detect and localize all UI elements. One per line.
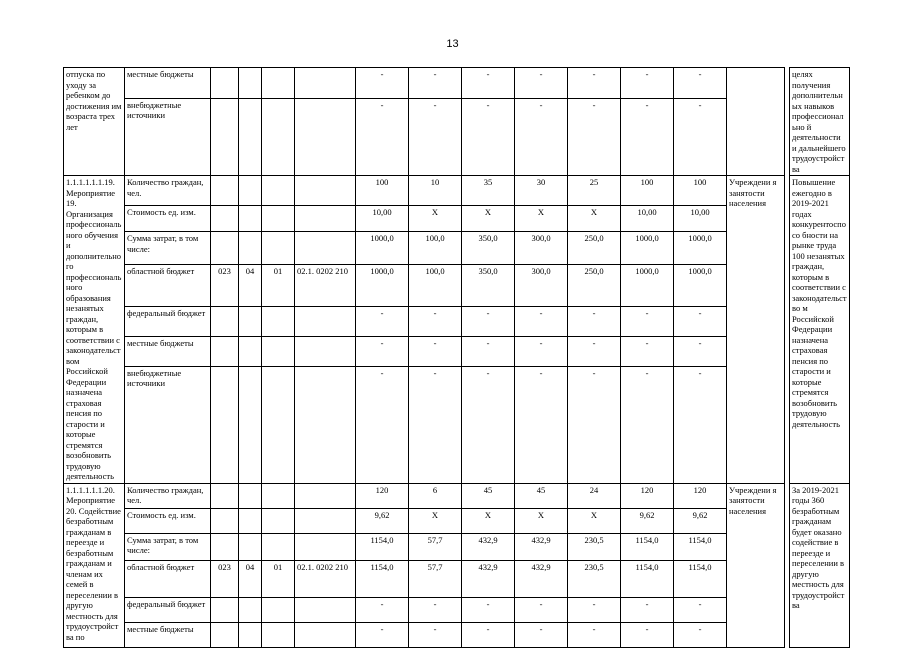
value-cell: -: [409, 597, 462, 622]
value-cell: -: [621, 336, 674, 366]
value-cell: -: [356, 597, 409, 622]
value-cell: 1154,0: [356, 533, 409, 560]
value-cell: -: [462, 68, 515, 99]
value-cell: 25: [568, 176, 621, 206]
budget-code-cell: [239, 622, 262, 647]
budget-code-cell: [262, 483, 295, 508]
budget-code-cell: [211, 306, 239, 336]
budget-code-cell: 04: [239, 560, 262, 597]
budget-code-cell: [295, 533, 356, 560]
indicator-label-cell: Количество граждан, чел.: [125, 483, 211, 508]
budget-code-cell: [239, 336, 262, 366]
budget-code-cell: 023: [211, 264, 239, 306]
value-cell: 1154,0: [356, 560, 409, 597]
budget-code-cell: [239, 533, 262, 560]
budget-code-cell: [211, 622, 239, 647]
value-cell: 100,0: [409, 232, 462, 264]
value-cell: -: [674, 366, 727, 483]
budget-code-cell: [262, 533, 295, 560]
value-cell: Х: [409, 206, 462, 232]
value-cell: -: [409, 68, 462, 99]
result-cell: целях получения дополнительных навыков профессионально й деятельности и дальнейшего трудоустройства: [790, 68, 850, 176]
value-cell: -: [515, 98, 568, 175]
indicator-label-cell: Количество граждан, чел.: [125, 176, 211, 206]
value-cell: 300,0: [515, 264, 568, 306]
value-cell: 100: [674, 176, 727, 206]
budget-code-cell: [295, 622, 356, 647]
budget-code-cell: [295, 597, 356, 622]
value-cell: Х: [462, 508, 515, 533]
result-cell: За 2019-2021 годы 360 безработным гражданам будет оказано содействие в переезде и переселении в другую местность для трудоустройства: [790, 483, 850, 647]
value-cell: -: [462, 336, 515, 366]
budget-code-cell: [262, 508, 295, 533]
budget-code-cell: [295, 176, 356, 206]
value-cell: -: [462, 597, 515, 622]
value-cell: 432,9: [462, 533, 515, 560]
budget-code-cell: 023: [211, 560, 239, 597]
budget-code-cell: [295, 483, 356, 508]
value-cell: 250,0: [568, 264, 621, 306]
budget-code-cell: [211, 508, 239, 533]
budget-code-cell: [295, 366, 356, 483]
value-cell: 57,7: [409, 560, 462, 597]
budget-code-cell: [295, 68, 356, 99]
value-cell: 120: [621, 483, 674, 508]
value-cell: -: [409, 622, 462, 647]
value-cell: 1000,0: [621, 264, 674, 306]
budget-code-cell: 02.1. 0202 210: [295, 560, 356, 597]
value-cell: 10,00: [621, 206, 674, 232]
table-row: [64, 68, 850, 99]
indicator-label-cell: местные бюджеты: [125, 336, 211, 366]
value-cell: 120: [674, 483, 727, 508]
budget-code-cell: [262, 232, 295, 264]
value-cell: Х: [568, 508, 621, 533]
table-row: [64, 176, 850, 206]
value-cell: -: [515, 597, 568, 622]
value-cell: -: [568, 366, 621, 483]
budget-code-cell: [211, 206, 239, 232]
value-cell: -: [515, 306, 568, 336]
value-cell: -: [568, 597, 621, 622]
value-cell: -: [621, 306, 674, 336]
table-row: [64, 483, 850, 508]
value-cell: -: [356, 366, 409, 483]
budget-code-cell: [211, 98, 239, 175]
value-cell: 120: [356, 483, 409, 508]
indicator-label-cell: местные бюджеты: [125, 622, 211, 647]
value-cell: -: [462, 98, 515, 175]
value-cell: -: [568, 306, 621, 336]
budget-code-cell: [211, 68, 239, 99]
budget-code-cell: [262, 206, 295, 232]
value-cell: -: [621, 366, 674, 483]
budget-code-cell: [295, 206, 356, 232]
value-cell: 432,9: [515, 560, 568, 597]
budget-code-cell: [211, 336, 239, 366]
value-cell: -: [568, 622, 621, 647]
value-cell: 45: [515, 483, 568, 508]
value-cell: 24: [568, 483, 621, 508]
value-cell: -: [409, 336, 462, 366]
value-cell: -: [621, 622, 674, 647]
indicator-label-cell: внебюджетные источники: [125, 98, 211, 175]
value-cell: -: [674, 622, 727, 647]
indicator-label-cell: местные бюджеты: [125, 68, 211, 99]
value-cell: -: [356, 336, 409, 366]
budget-code-cell: [239, 366, 262, 483]
indicator-label-cell: внебюджетные источники: [125, 366, 211, 483]
value-cell: 100,0: [409, 264, 462, 306]
value-cell: 1154,0: [621, 533, 674, 560]
budget-code-cell: [211, 533, 239, 560]
value-cell: 35: [462, 176, 515, 206]
budget-code-cell: [295, 336, 356, 366]
value-cell: -: [621, 597, 674, 622]
budget-code-cell: [262, 622, 295, 647]
budget-code-cell: [239, 597, 262, 622]
value-cell: 432,9: [462, 560, 515, 597]
value-cell: 9,62: [356, 508, 409, 533]
value-cell: -: [409, 98, 462, 175]
budget-code-cell: 01: [262, 264, 295, 306]
budget-code-cell: [262, 306, 295, 336]
value-cell: 350,0: [462, 264, 515, 306]
value-cell: 100: [356, 176, 409, 206]
value-cell: 230,5: [568, 533, 621, 560]
budget-code-cell: [211, 597, 239, 622]
budget-code-cell: [211, 366, 239, 483]
value-cell: 250,0: [568, 232, 621, 264]
value-cell: 100: [621, 176, 674, 206]
budget-code-cell: [239, 508, 262, 533]
budget-code-cell: [239, 98, 262, 175]
value-cell: -: [462, 622, 515, 647]
value-cell: -: [674, 336, 727, 366]
executor-cell: [727, 68, 785, 176]
value-cell: -: [356, 68, 409, 99]
budget-code-cell: [295, 98, 356, 175]
value-cell: 9,62: [674, 508, 727, 533]
value-cell: Х: [568, 206, 621, 232]
value-cell: 57,7: [409, 533, 462, 560]
value-cell: -: [409, 306, 462, 336]
executor-cell: Учреждени я занятости населения: [727, 483, 785, 647]
value-cell: 1154,0: [674, 533, 727, 560]
value-cell: 45: [462, 483, 515, 508]
budget-code-cell: [239, 206, 262, 232]
measure-description-cell: 1.1.1.1.1.1.20. Мероприятие 20. Содействие безработным гражданам в переезде и безработным гражданам и членам их семей в переселении в другую местность для трудоустройства по: [64, 483, 125, 647]
value-cell: 10,00: [674, 206, 727, 232]
value-cell: -: [515, 336, 568, 366]
value-cell: 10: [409, 176, 462, 206]
value-cell: -: [568, 336, 621, 366]
budget-code-cell: [239, 68, 262, 99]
value-cell: Х: [409, 508, 462, 533]
value-cell: 1000,0: [674, 264, 727, 306]
budget-code-cell: [295, 232, 356, 264]
value-cell: 1154,0: [621, 560, 674, 597]
value-cell: -: [568, 68, 621, 99]
budget-code-cell: [262, 597, 295, 622]
value-cell: 10,00: [356, 206, 409, 232]
value-cell: 300,0: [515, 232, 568, 264]
budget-code-cell: [262, 336, 295, 366]
indicator-label-cell: Сумма затрат, в том числе:: [125, 232, 211, 264]
value-cell: -: [409, 366, 462, 483]
indicator-label-cell: федеральный бюджет: [125, 597, 211, 622]
budget-code-cell: 01: [262, 560, 295, 597]
value-cell: -: [515, 68, 568, 99]
value-cell: -: [674, 68, 727, 99]
value-cell: -: [674, 597, 727, 622]
value-cell: -: [674, 98, 727, 175]
value-cell: Х: [462, 206, 515, 232]
value-cell: Х: [515, 508, 568, 533]
budget-code-cell: [239, 232, 262, 264]
value-cell: 9,62: [621, 508, 674, 533]
value-cell: -: [674, 306, 727, 336]
indicator-label-cell: Стоимость ед. изм.: [125, 508, 211, 533]
executor-cell: Учреждени я занятости населения: [727, 176, 785, 484]
value-cell: 30: [515, 176, 568, 206]
budget-code-cell: [295, 306, 356, 336]
value-cell: -: [621, 68, 674, 99]
measure-description-cell: 1.1.1.1.1.1.19. Мероприятие 19. Организация профессионального обучения и дополнительного профессионального образования незанятых граждан, которым в соответствии с законодательством Российской Федерации назначена страховая пенсия по старости и которые стремятся возобновить трудовую деятельность: [64, 176, 125, 484]
value-cell: 1000,0: [356, 264, 409, 306]
budget-code-cell: [239, 483, 262, 508]
budget-code-cell: [295, 508, 356, 533]
value-cell: Х: [515, 206, 568, 232]
measure-description-cell: отпуска по уходу за ребенком до достижения им возраста трех лет: [64, 68, 125, 176]
value-cell: 6: [409, 483, 462, 508]
value-cell: 1154,0: [674, 560, 727, 597]
budget-code-cell: [211, 176, 239, 206]
value-cell: -: [356, 98, 409, 175]
indicator-label-cell: Стоимость ед. изм.: [125, 206, 211, 232]
result-cell: Повышение ежегодно в 2019-2021 годах конкурентоспосо бности на рынке труда 100 незанятых граждан, которым в соответствии с законодательство м Российской Федерации назначена страховая пенсия по старости и которые стремятся возобновить трудовую деятельность: [790, 176, 850, 484]
value-cell: -: [515, 366, 568, 483]
value-cell: 350,0: [462, 232, 515, 264]
value-cell: -: [515, 622, 568, 647]
value-cell: 432,9: [515, 533, 568, 560]
budget-code-cell: [262, 98, 295, 175]
budget-code-cell: [262, 366, 295, 483]
budget-code-cell: [211, 483, 239, 508]
budget-code-cell: 04: [239, 264, 262, 306]
value-cell: -: [462, 306, 515, 336]
budget-code-cell: [239, 306, 262, 336]
budget-code-cell: [262, 176, 295, 206]
indicator-label-cell: Сумма затрат, в том числе:: [125, 533, 211, 560]
value-cell: -: [356, 306, 409, 336]
indicator-label-cell: федеральный бюджет: [125, 306, 211, 336]
value-cell: 1000,0: [674, 232, 727, 264]
indicator-label-cell: областной бюджет: [125, 264, 211, 306]
budget-code-cell: [211, 232, 239, 264]
value-cell: 230,5: [568, 560, 621, 597]
budget-code-cell: 02.1. 0202 210: [295, 264, 356, 306]
value-cell: -: [356, 622, 409, 647]
budget-code-cell: [262, 68, 295, 99]
value-cell: -: [462, 366, 515, 483]
budget-code-cell: [239, 176, 262, 206]
indicator-label-cell: областной бюджет: [125, 560, 211, 597]
value-cell: 1000,0: [621, 232, 674, 264]
value-cell: 1000,0: [356, 232, 409, 264]
measures-table: [63, 67, 850, 648]
page-number: 13: [446, 38, 459, 50]
value-cell: -: [568, 98, 621, 175]
value-cell: -: [621, 98, 674, 175]
